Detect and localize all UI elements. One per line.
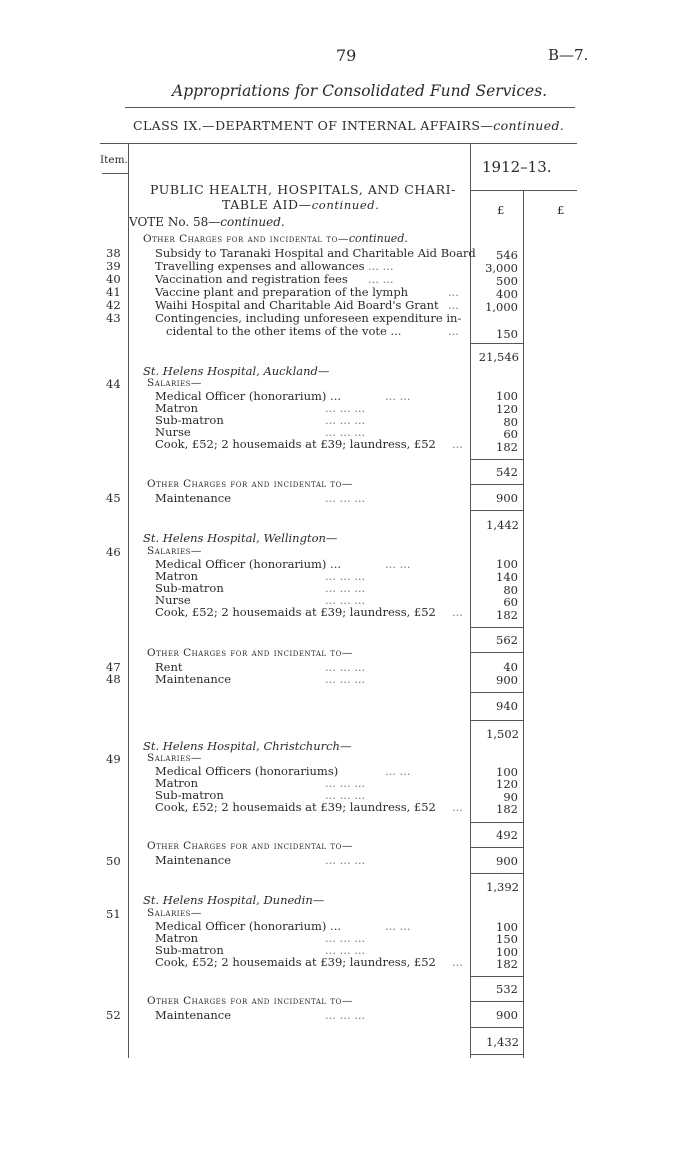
charges-subtotal: 940 <box>496 699 518 713</box>
line-description: cidental to the other items of the vote ... <box>166 324 402 338</box>
line-amount: 900 <box>496 491 518 505</box>
item-number: 50 <box>106 854 121 868</box>
line-amount: 182 <box>496 440 518 454</box>
other-charges-label: Other Charges for and incidental to— <box>143 233 349 245</box>
table-top-rule <box>100 143 577 144</box>
dot-leader: ... ... ... <box>325 660 366 674</box>
sum-rule <box>470 459 523 460</box>
sum-rule <box>470 720 523 721</box>
sum-rule <box>470 652 523 653</box>
item-number: 47 <box>106 660 121 674</box>
line-amount: 80 <box>503 583 518 597</box>
line-description: Medical Officer (honorarium) ... <box>155 919 342 933</box>
line-amount: 60 <box>503 595 518 609</box>
line-amount: 182 <box>496 957 518 971</box>
salaries-heading: Salaries— <box>147 377 202 389</box>
salaries-heading: Salaries— <box>147 907 202 919</box>
hospital-total: 1,432 <box>486 1035 519 1049</box>
item-header-rule <box>102 173 128 174</box>
line-amount: 182 <box>496 802 518 816</box>
line-amount: 60 <box>503 427 518 441</box>
dot-leader: ... ... <box>368 259 394 273</box>
dot-leader: ... <box>452 800 463 814</box>
section-title-line2 <box>222 197 379 212</box>
sum-rule <box>470 692 523 693</box>
line-description: Sub-matron <box>155 943 224 957</box>
dot-leader: ... <box>448 324 459 338</box>
amount-column-divider <box>470 143 471 1058</box>
item-number: 46 <box>106 545 121 559</box>
page-number: 79 <box>336 46 357 65</box>
line-description: Waihi Hospital and Charitable Aid Board's Grant <box>155 298 439 312</box>
dot-leader: ... ... ... <box>325 931 366 945</box>
item-number: 45 <box>106 491 121 505</box>
line-amount: 100 <box>496 765 518 779</box>
sum-rule <box>470 510 523 511</box>
sum-rule <box>470 873 523 874</box>
dot-leader: ... ... ... <box>325 569 366 583</box>
line-amount: 100 <box>496 945 518 959</box>
class-heading <box>133 118 564 133</box>
line-description: Matron <box>155 931 199 945</box>
vote-number: VOTE No. 58— <box>129 215 221 229</box>
line-description: Rent <box>155 660 183 674</box>
salaries-subtotal: 532 <box>496 982 518 996</box>
line-description: Matron <box>155 569 199 583</box>
vote-subtotal: 21,546 <box>478 350 519 364</box>
line-description: Nurse <box>155 593 191 607</box>
class-heading-main: CLASS IX.—DEPARTMENT OF INTERNAL AFFAIRS— <box>133 118 494 133</box>
hospital-heading: St. Helens Hospital, Christchurch— <box>143 739 352 753</box>
line-amount: 120 <box>496 402 518 416</box>
dot-leader: ... ... ... <box>325 581 366 595</box>
dot-leader: ... ... ... <box>325 943 366 957</box>
line-description: Vaccination and registration fees <box>155 272 348 286</box>
line-amount: 1,000 <box>485 300 518 314</box>
sum-rule <box>470 343 523 344</box>
sum-rule <box>470 822 523 823</box>
line-description: Maintenance <box>155 1008 232 1022</box>
line-description: Cook, £52; 2 housemaids at £39; laundress, £52 <box>155 605 436 619</box>
salaries-subtotal: 542 <box>496 465 518 479</box>
salaries-heading: Salaries— <box>147 752 202 764</box>
line-description: Maintenance <box>155 491 232 505</box>
hospital-total: 1,392 <box>486 880 519 894</box>
dot-leader: ... ... ... <box>325 672 366 686</box>
dot-leader: ... ... ... <box>325 776 366 790</box>
hospital-heading: St. Helens Hospital, Auckland— <box>143 364 330 378</box>
item-number: 41 <box>106 285 121 299</box>
line-amount: 100 <box>496 557 518 571</box>
item-number: 43 <box>106 311 121 325</box>
line-description: Subsidy to Taranaki Hospital and Charitable Aid Board <box>155 246 476 260</box>
item-column-header: Item. <box>100 154 128 166</box>
other-charges-continued-heading <box>143 231 408 245</box>
subtotal-column-divider <box>523 190 524 1058</box>
dot-leader: ... ... ... <box>325 1008 366 1022</box>
other-charges-heading: Other Charges for and incidental to— <box>147 647 353 659</box>
sum-rule <box>470 1027 523 1028</box>
line-description: Travelling expenses and allowances <box>155 259 365 273</box>
line-description: Nurse <box>155 425 191 439</box>
sum-rule <box>470 484 523 485</box>
sum-rule <box>470 1054 523 1055</box>
dot-leader: ... ... ... <box>325 491 366 505</box>
year-rule <box>470 190 577 191</box>
dot-leader: ... ... ... <box>325 788 366 802</box>
page-title: Appropriations for Consolidated Fund Services. <box>172 82 548 100</box>
line-amount: 900 <box>496 673 518 687</box>
line-amount: 100 <box>496 389 518 403</box>
sum-rule <box>470 976 523 977</box>
other-charges-heading: Other Charges for and incidental to— <box>147 840 353 852</box>
line-amount: 80 <box>503 415 518 429</box>
line-description: Matron <box>155 776 199 790</box>
salaries-subtotal: 562 <box>496 633 518 647</box>
other-charges-heading: Other Charges for and incidental to— <box>147 478 353 490</box>
line-amount: 3,000 <box>485 261 518 275</box>
line-amount: 100 <box>496 920 518 934</box>
line-description: Maintenance <box>155 672 232 686</box>
line-amount: 900 <box>496 854 518 868</box>
dot-leader: ... ... <box>385 389 411 403</box>
line-amount: 400 <box>496 287 518 301</box>
dot-leader: ... <box>452 437 463 451</box>
vote-heading <box>129 215 285 229</box>
class-heading-continued: continued. <box>493 118 565 133</box>
item-column-divider <box>128 143 129 1058</box>
other-charges-continued: continued. <box>348 232 408 245</box>
vote-continued: continued. <box>220 215 285 229</box>
section-title-continued: continued. <box>311 198 380 212</box>
sum-rule <box>470 847 523 848</box>
paper-reference: B—7. <box>548 46 589 64</box>
line-description: Sub-matron <box>155 788 224 802</box>
other-charges-heading: Other Charges for and incidental to— <box>147 995 353 1007</box>
line-description: Sub-matron <box>155 581 224 595</box>
financial-year: 1912–13. <box>482 158 552 176</box>
line-description: Sub-matron <box>155 413 224 427</box>
dot-leader: ... ... ... <box>325 853 366 867</box>
dot-leader: ... ... ... <box>325 401 366 415</box>
line-amount: 150 <box>496 932 518 946</box>
dot-leader: ... ... <box>385 557 411 571</box>
dot-leader: ... ... ... <box>325 425 366 439</box>
line-description: Medical Officer (honorarium) ... <box>155 389 342 403</box>
item-number: 51 <box>106 907 121 921</box>
hospital-heading: St. Helens Hospital, Dunedin— <box>143 893 325 907</box>
line-description: Cook, £52; 2 housemaids at £39; laundress, £52 <box>155 437 436 451</box>
pound-sign-2: £ <box>557 203 565 217</box>
salaries-subtotal: 492 <box>496 828 518 842</box>
dot-leader: ... <box>448 285 459 299</box>
line-description: Medical Officers (honorariums) <box>155 764 339 778</box>
line-description: Vaccine plant and preparation of the lymph <box>155 285 409 299</box>
sum-rule <box>470 627 523 628</box>
item-number: 39 <box>106 259 121 273</box>
line-description: Medical Officer (honorarium) ... <box>155 557 342 571</box>
dot-leader: ... ... <box>368 272 394 286</box>
item-number: 42 <box>106 298 121 312</box>
dot-leader: ... <box>452 605 463 619</box>
item-number: 49 <box>106 752 121 766</box>
dot-leader: ... ... <box>385 764 411 778</box>
hospital-total: 1,502 <box>486 727 519 741</box>
salaries-heading: Salaries— <box>147 545 202 557</box>
dot-leader: ... ... ... <box>325 593 366 607</box>
title-rule <box>125 107 575 108</box>
line-amount: 40 <box>503 660 518 674</box>
line-description: Cook, £52; 2 housemaids at £39; laundress, £52 <box>155 800 436 814</box>
sum-rule <box>470 1001 523 1002</box>
section-title-line1: PUBLIC HEALTH, HOSPITALS, AND CHARI- <box>150 182 456 197</box>
line-amount: 90 <box>503 790 518 804</box>
line-amount: 500 <box>496 274 518 288</box>
pound-sign-1: £ <box>497 203 505 217</box>
dot-leader: ... ... ... <box>325 413 366 427</box>
section-title-text: TABLE AID— <box>222 197 312 212</box>
line-description: Maintenance <box>155 853 232 867</box>
item-number: 44 <box>106 377 121 391</box>
dot-leader: ... <box>448 298 459 312</box>
line-amount: 140 <box>496 570 518 584</box>
line-amount: 546 <box>496 248 518 262</box>
hospital-heading: St. Helens Hospital, Wellington— <box>143 531 338 545</box>
line-description: Contingencies, including unforeseen expenditure in- <box>155 311 462 325</box>
line-amount: 120 <box>496 777 518 791</box>
dot-leader: ... <box>452 955 463 969</box>
item-number: 40 <box>106 272 121 286</box>
line-description: Cook, £52; 2 housemaids at £39; laundress, £52 <box>155 955 436 969</box>
item-number: 48 <box>106 672 121 686</box>
line-description: Matron <box>155 401 199 415</box>
line-amount: 182 <box>496 608 518 622</box>
line-amount: 900 <box>496 1008 518 1022</box>
line-amount: 150 <box>496 327 518 341</box>
hospital-total: 1,442 <box>486 518 519 532</box>
item-number: 38 <box>106 246 121 260</box>
dot-leader: ... ... <box>385 919 411 933</box>
item-number: 52 <box>106 1008 121 1022</box>
